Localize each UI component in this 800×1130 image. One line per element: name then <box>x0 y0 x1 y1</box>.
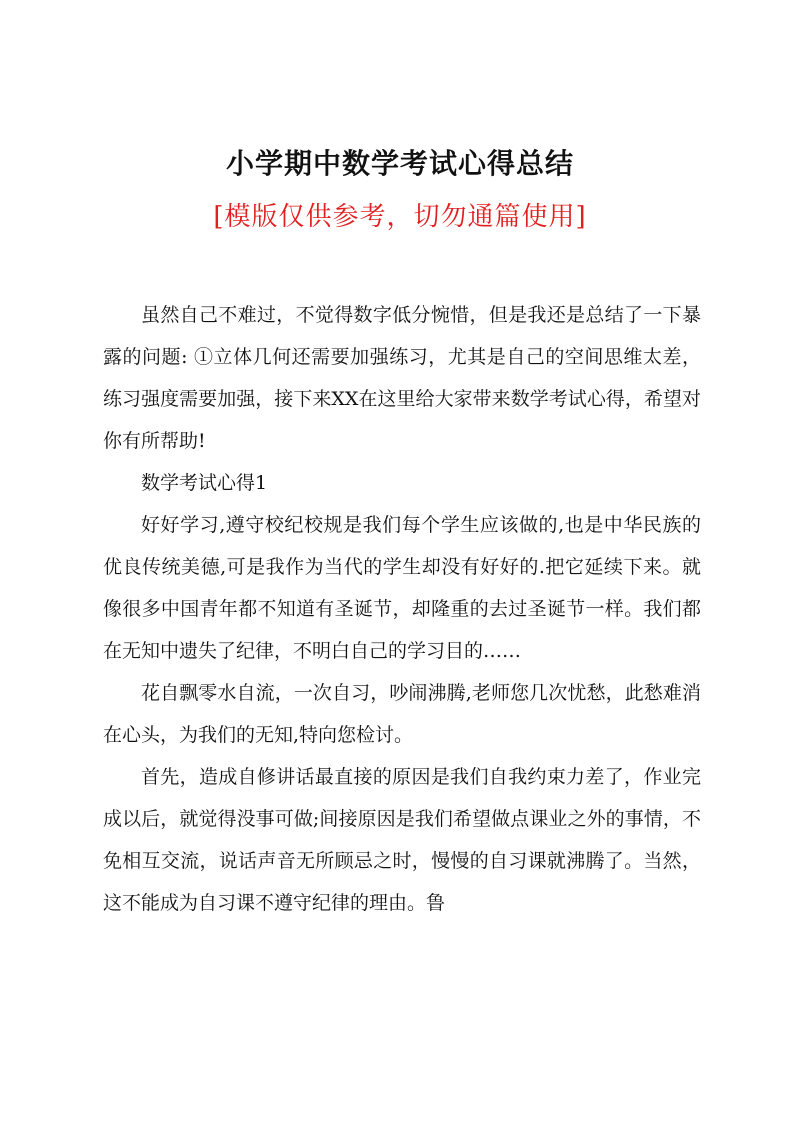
document-body <box>103 294 701 924</box>
paragraph-intro: 虽然自己不难过，不觉得数字低分惋惜，但是我还是总结了一下暴露的问题: ①立体几何还需要加强练习，尤其是自己的空间思维太差，练习强度需要加强，接下来XX在这里给大家带来数学考试心得，希望对你有所帮助! <box>103 304 701 452</box>
paragraph: 好好学习,遵守校纪校规是我们每个学生应该做的,也是中华民族的优良传统美德,可是我作为当代的学生却没有好好的.把它延续下来。就像很多中国青年都不知道有圣诞节，却隆重的去过圣诞节一样。我们都在无知中遗失了纪律，不明白自己的学习目的…… <box>103 514 701 662</box>
document-subtitle: [模版仅供参考，切勿通篇使用] <box>213 202 587 232</box>
document-title: 小学期中数学考试心得总结 <box>225 147 574 180</box>
section-heading: 数学考试心得1 <box>141 472 268 494</box>
paragraph: 首先，造成自修讲话最直接的原因是我们自我约束力差了，作业完成以后，就觉得没事可做;间接原因是我们希望做点课业之外的事情，不免相互交流，说话声音无所顾忌之时，慢慢的自习课就沸腾了。当然，这不能成为自习课不遵守纪律的理由。鲁 <box>103 766 701 914</box>
paragraph: 花自飘零水自流，一次自习，吵闹沸腾,老师您几次忧愁，此愁难消在心头，为我们的无知,特向您检讨。 <box>103 682 701 746</box>
